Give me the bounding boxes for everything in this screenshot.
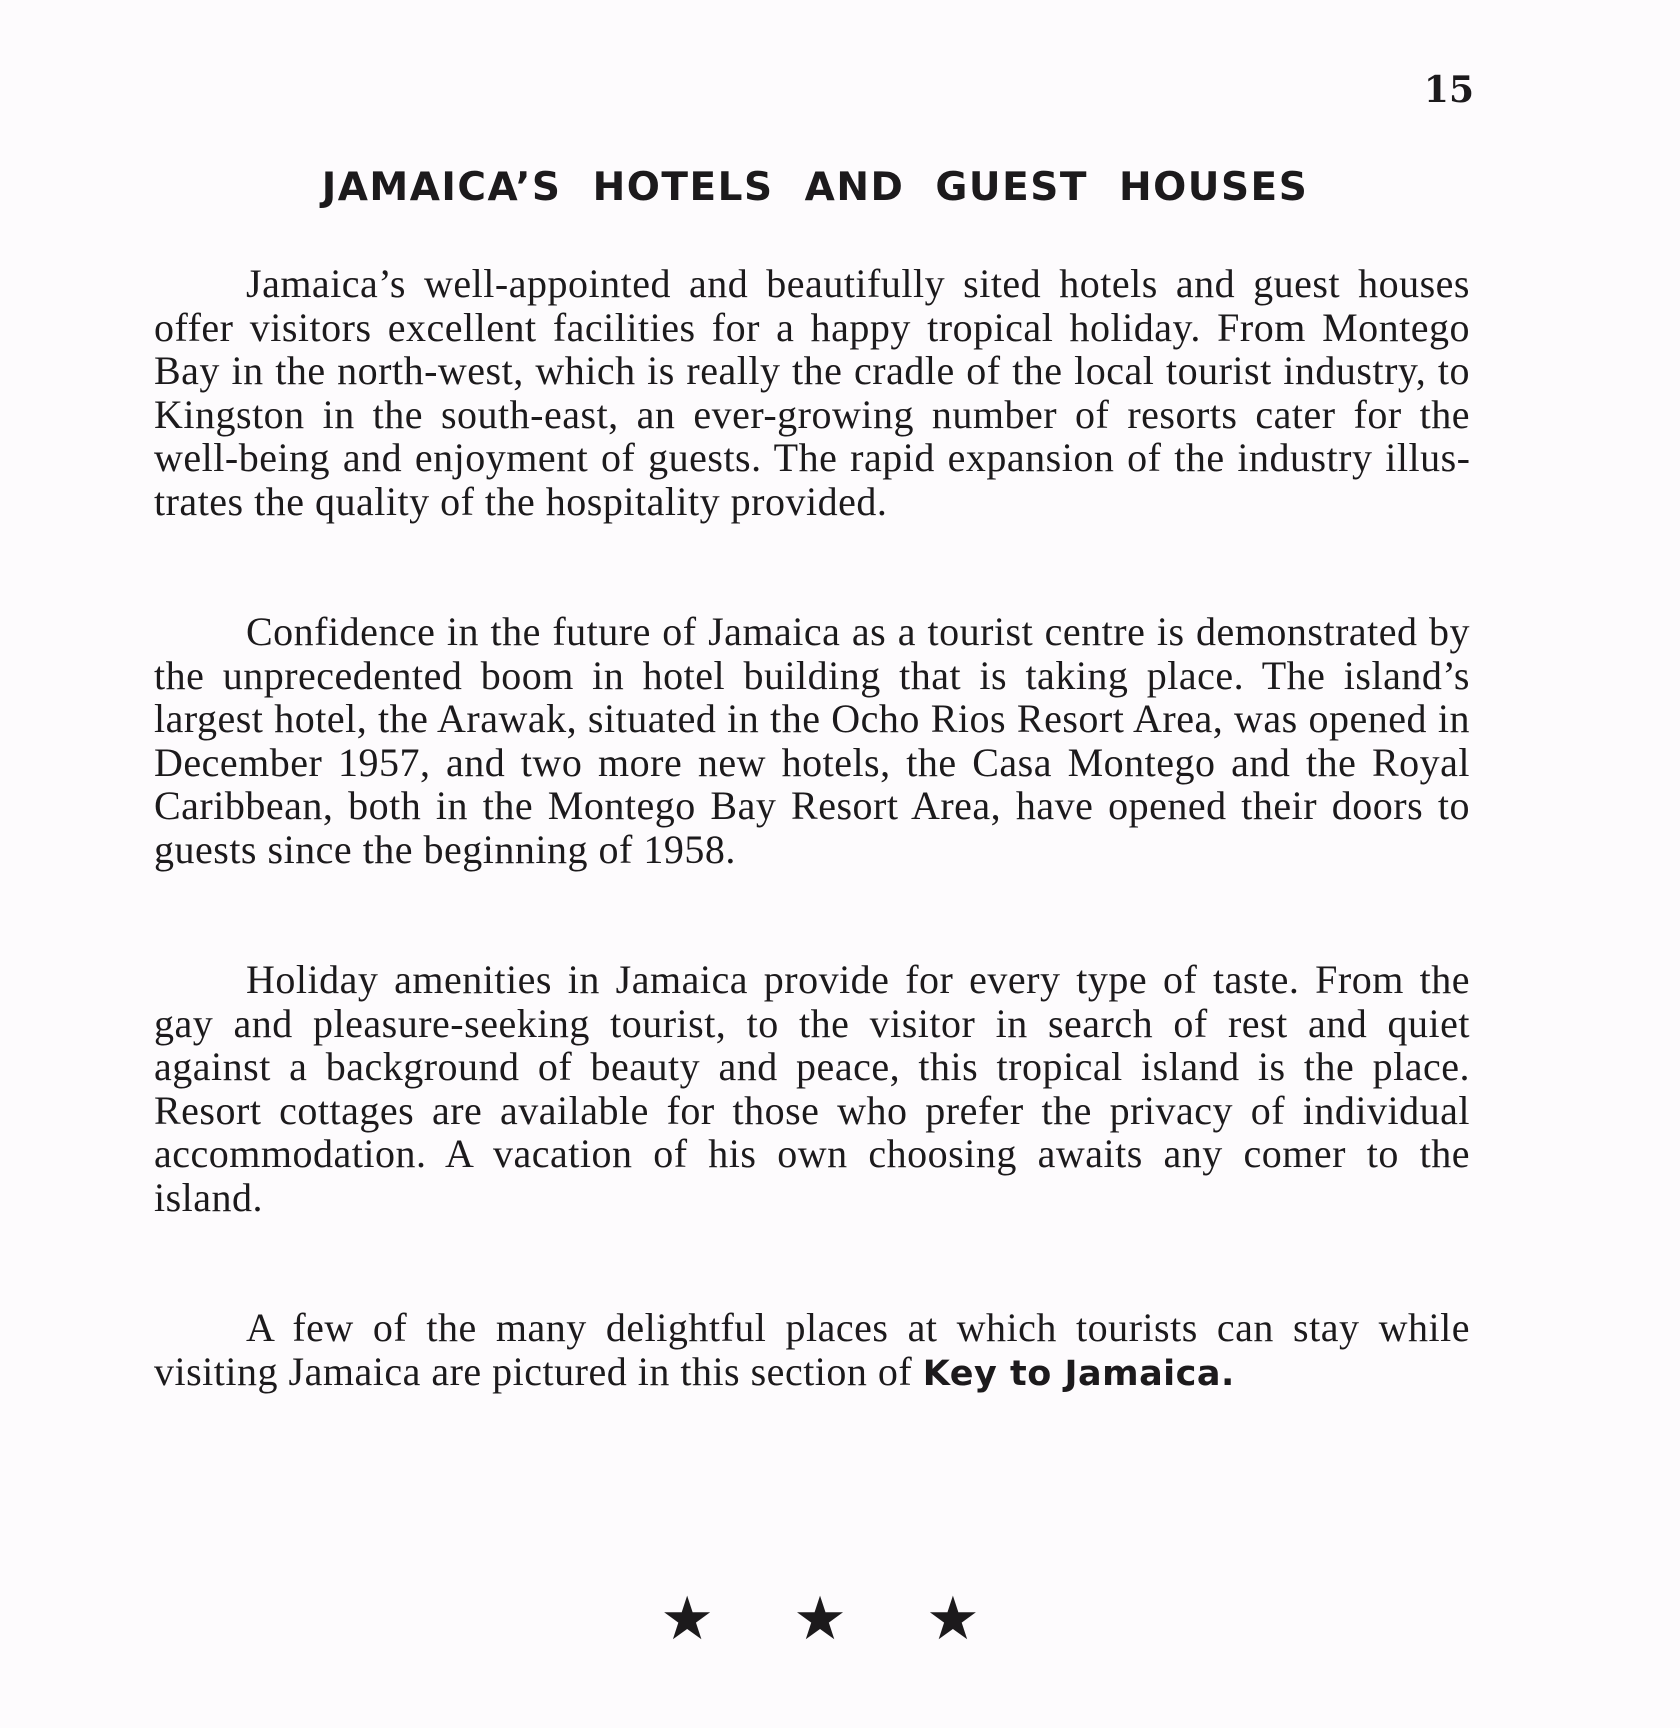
star-icon: ★ bbox=[793, 1584, 847, 1654]
paragraph-4 bbox=[154, 1306, 1470, 1396]
publication-title: Key to Jamaica. bbox=[922, 1353, 1235, 1394]
paragraph-3: Holiday amenities in Jamaica provide for every type of taste. From the gay and pleasure-seeking tourist, to the visitor in search of rest and quiet against a background of beauty and peace, this tropical island is the place. Resort cottages are available for those who prefer the privacy of individual accommodation. A vacation of his own choosing awaits any comer to the island. bbox=[154, 957, 1470, 1220]
page-number: 15 bbox=[1423, 69, 1474, 111]
closing-text: A few of the many delightful places at which tourists can stay while visiting Jamaica are pictured in this section of bbox=[154, 1305, 1470, 1394]
star-icon: ★ bbox=[660, 1584, 715, 1654]
star-icon: ★ bbox=[925, 1584, 980, 1654]
star-ornament bbox=[0, 1584, 1640, 1654]
body-text bbox=[154, 262, 1470, 1396]
page-title: JAMAICA’S HOTELS AND GUEST HOUSES bbox=[321, 165, 1309, 210]
paragraph-1: Jamaica’s well-appointed and beautifully sited hotels and guest houses offer visitors excellent facilities for a happy tropical holiday. From Montego Bay in the north-west, which is really the cradle of the local tourist industry, to Kingston in the south-east, an ever-growing number of resorts cater for the well-being and enjoyment of guests. The rapid expansion of the industry illustrates the quality of the hospitality provided. bbox=[154, 261, 1470, 524]
paragraph-2: Confidence in the future of Jamaica as a tourist centre is demonstrated by the unprecedented boom in hotel building that is taking place. The island’s largest hotel, the Arawak, situated in the Ocho Rios Resort Area, was opened in December 1957, and two more new hotels, the Casa Montego and the Royal Caribbean, both in the Montego Bay Resort Area, have opened their doors to guests since the beginning of 1958. bbox=[154, 609, 1470, 872]
